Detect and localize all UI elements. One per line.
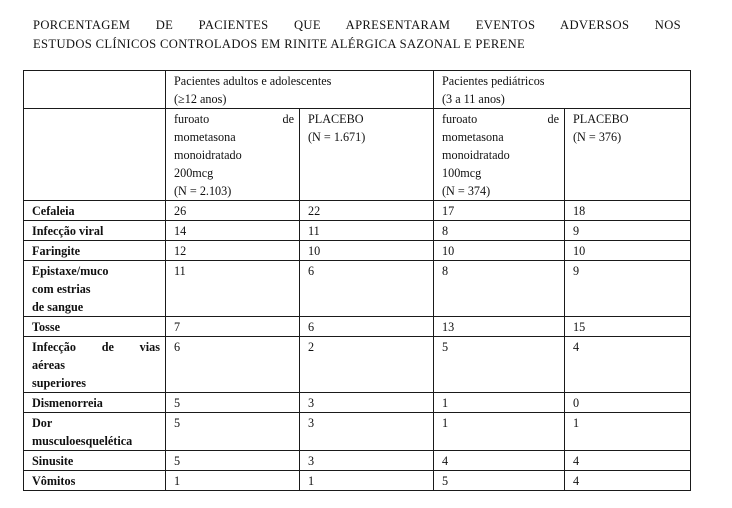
adverse-event-label: Faringite <box>24 241 166 261</box>
adult-drug-value: 5 <box>166 413 300 451</box>
pediatric-placebo-value: 9 <box>565 221 691 241</box>
document-title <box>33 16 681 54</box>
adult-placebo-header: PLACEBO (N = 1.671) <box>300 109 434 201</box>
adult-placebo-value: 3 <box>300 413 434 451</box>
pediatric-placebo-value: 4 <box>565 471 691 491</box>
pediatric-drug-value: 5 <box>434 337 565 393</box>
table-row <box>24 261 691 317</box>
table-row <box>24 317 691 337</box>
pediatric-placebo-value: 1 <box>565 413 691 451</box>
adult-placebo-value: 3 <box>300 393 434 413</box>
pediatric-drug-header: furoato de mometasona monoidratado 100mcg (N = 374) <box>434 109 565 201</box>
adult-placebo-value: 10 <box>300 241 434 261</box>
pediatric-drug-value: 5 <box>434 471 565 491</box>
adverse-event-label: Infecção viral <box>24 221 166 241</box>
adverse-event-label: Epistaxe/muco com estrias de sangue <box>24 261 166 317</box>
adverse-event-label: Sinusite <box>24 451 166 471</box>
pediatric-drug-value: 1 <box>434 413 565 451</box>
adverse-event-label: Dor musculoesquelética <box>24 413 166 451</box>
empty-label-cell <box>24 109 166 201</box>
adult-placebo-value: 6 <box>300 317 434 337</box>
adverse-event-label: Tosse <box>24 317 166 337</box>
pediatric-placebo-value: 10 <box>565 241 691 261</box>
pediatric-group-header: Pacientes pediátricos (3 a 11 anos) <box>434 71 691 109</box>
adult-placebo-value: 11 <box>300 221 434 241</box>
adult-placebo-value: 6 <box>300 261 434 317</box>
pediatric-placebo-value: 4 <box>565 337 691 393</box>
adverse-event-label: Infecção de vias aéreas superiores <box>24 337 166 393</box>
title-line-1: PORCENTAGEM DE PACIENTES QUE APRESENTARAM EVENTOS ADVERSOS NOS <box>33 18 681 32</box>
pediatric-drug-value: 8 <box>434 221 565 241</box>
pediatric-drug-value: 8 <box>434 261 565 317</box>
table-row <box>24 221 691 241</box>
adult-drug-value: 5 <box>166 393 300 413</box>
pediatric-placebo-value: 18 <box>565 201 691 221</box>
pediatric-drug-value: 10 <box>434 241 565 261</box>
empty-corner-cell <box>24 71 166 109</box>
adult-drug-value: 7 <box>166 317 300 337</box>
table-row <box>24 413 691 451</box>
pediatric-drug-value: 17 <box>434 201 565 221</box>
adult-placebo-value: 2 <box>300 337 434 393</box>
table-row <box>24 241 691 261</box>
adult-drug-header: furoato de mometasona monoidratado 200mcg (N = 2.103) <box>166 109 300 201</box>
adult-drug-value: 5 <box>166 451 300 471</box>
table-row <box>24 451 691 471</box>
adverse-event-label: Cefaleia <box>24 201 166 221</box>
table-row <box>24 201 691 221</box>
pediatric-placebo-value: 15 <box>565 317 691 337</box>
title-line-2: ESTUDOS CLÍNICOS CONTROLADOS EM RINITE ALÉRGICA SAZONAL E PERENE <box>33 37 526 51</box>
adult-drug-value: 14 <box>166 221 300 241</box>
adult-drug-value: 11 <box>166 261 300 317</box>
table-row <box>24 337 691 393</box>
pediatric-placebo-header: PLACEBO (N = 376) <box>565 109 691 201</box>
table-row <box>24 393 691 413</box>
adult-placebo-value: 1 <box>300 471 434 491</box>
adult-placebo-value: 3 <box>300 451 434 471</box>
adverse-event-label: Dismenorreia <box>24 393 166 413</box>
pediatric-drug-value: 4 <box>434 451 565 471</box>
adverse-events-table <box>23 70 691 491</box>
pediatric-drug-value: 13 <box>434 317 565 337</box>
adult-placebo-value: 22 <box>300 201 434 221</box>
adults-group-header: Pacientes adultos e adolescentes (≥12 anos) <box>166 71 434 109</box>
adult-drug-value: 6 <box>166 337 300 393</box>
adult-drug-value: 12 <box>166 241 300 261</box>
table-row <box>24 471 691 491</box>
adult-drug-value: 26 <box>166 201 300 221</box>
group-header-row <box>24 71 691 109</box>
pediatric-drug-value: 1 <box>434 393 565 413</box>
pediatric-placebo-value: 0 <box>565 393 691 413</box>
adult-drug-value: 1 <box>166 471 300 491</box>
adverse-event-label: Vômitos <box>24 471 166 491</box>
pediatric-placebo-value: 9 <box>565 261 691 317</box>
treatment-header-row <box>24 109 691 201</box>
pediatric-placebo-value: 4 <box>565 451 691 471</box>
